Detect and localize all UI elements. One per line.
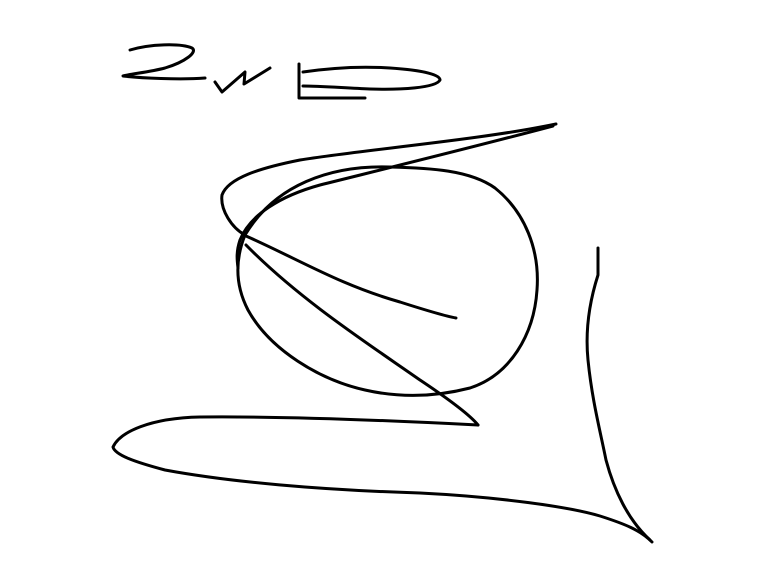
scribble-stroke-2	[215, 68, 270, 92]
scribble-stroke-1	[123, 45, 205, 79]
handwritten-scribble	[123, 45, 440, 98]
right-stroke	[587, 248, 650, 540]
loop-stroke	[222, 124, 556, 235]
diagonal-stroke	[246, 245, 478, 425]
tray-stroke	[113, 417, 652, 542]
scribble-stroke-4	[303, 67, 440, 89]
oval-stroke	[238, 167, 538, 396]
inner-line-stroke	[246, 236, 456, 318]
